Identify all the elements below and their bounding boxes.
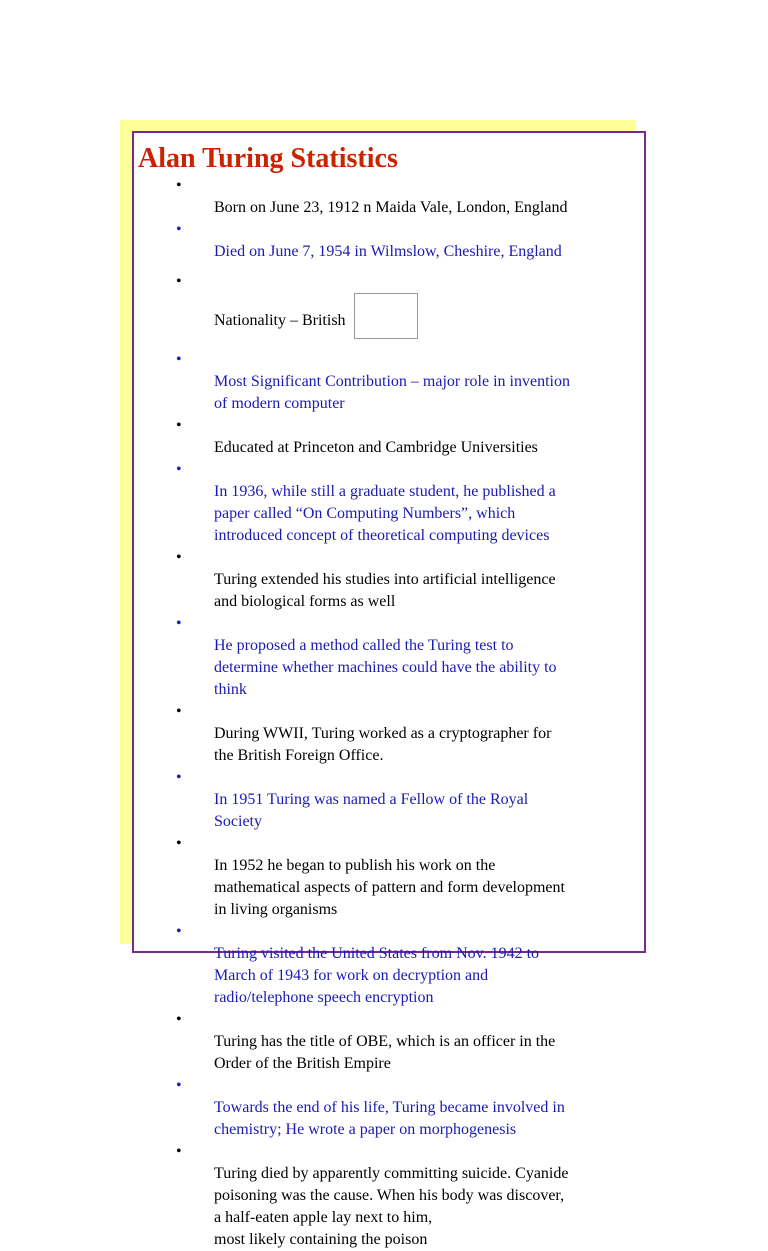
bullet-dot: •	[176, 1143, 182, 1160]
bullet-text: Born on June 23, 1912 n Maida Vale, London, England	[214, 199, 568, 216]
bullet-dot: •	[176, 273, 182, 290]
bullet-dot: •	[176, 221, 182, 238]
bullet-dot: •	[176, 461, 182, 478]
bullet-text: Died on June 7, 1954 in Wilmslow, Cheshire, England	[214, 243, 562, 260]
bullet-text: He proposed a method called the Turing test to determine whether machines could have the ability to think	[214, 637, 557, 698]
bullet-item	[134, 175, 644, 219]
bullet-item	[134, 1009, 644, 1075]
bullet-item	[134, 219, 644, 263]
bullet-item	[134, 921, 644, 1009]
bullet-item	[134, 547, 644, 613]
bullet-text: In 1936, while still a graduate student, he published a paper called “On Computing Numbers”, which introduced concept of theoretical computing devices	[214, 483, 556, 544]
bullet-dot: •	[176, 351, 182, 368]
bullet-dot: •	[176, 1011, 182, 1028]
bullet-item	[134, 271, 644, 339]
bullet-text: Turing extended his studies into artificial intelligence and biological forms as well	[214, 571, 556, 610]
bullet-text: Towards the end of his life, Turing became involved in chemistry; He wrote a paper on morphogenesis	[214, 1099, 565, 1138]
bullet-text: Turing died by apparently committing suicide. Cyanide poisoning was the cause. When his body was discover, a half-eaten apple lay next to him, most likely containing the poison	[214, 1165, 569, 1248]
bullet-text: Educated at Princeton and Cambridge Universities	[214, 439, 538, 456]
bullet-item	[134, 613, 644, 701]
bullet-item	[134, 1075, 644, 1141]
bullet-text: Most Significant Contribution – major role in invention of modern computer	[214, 373, 570, 412]
bullet-dot: •	[176, 703, 182, 720]
bullet-list	[134, 175, 644, 1251]
bullet-dot: •	[176, 923, 182, 940]
bullet-dot: •	[176, 417, 182, 434]
bullet-dot: •	[176, 615, 182, 632]
bullet-item	[134, 701, 644, 767]
bullet-dot: •	[176, 177, 182, 194]
bullet-item	[134, 349, 644, 415]
image-placeholder	[354, 293, 418, 339]
bullet-dot: •	[176, 1077, 182, 1094]
bullet-item	[134, 767, 644, 833]
bullet-item	[134, 459, 644, 547]
bullet-text: Turing visited the United States from Nov. 1942 to March of 1943 for work on decryption and radio/telephone speech encryption	[214, 945, 540, 1006]
bullet-text: Nationality – British	[214, 312, 346, 329]
slide-title: Alan Turing Statistics	[138, 143, 398, 174]
bullet-dot: •	[176, 769, 182, 786]
bullet-text: In 1952 he began to publish his work on the mathematical aspects of pattern and form development in living organisms	[214, 857, 565, 918]
bullet-item	[134, 833, 644, 921]
bullet-text: In 1951 Turing was named a Fellow of the Royal Society	[214, 791, 529, 830]
bullet-text: Turing has the title of OBE, which is an officer in the Order of the British Empire	[214, 1033, 556, 1072]
bullet-dot: •	[176, 549, 182, 566]
bullet-text: During WWII, Turing worked as a cryptographer for the British Foreign Office.	[214, 725, 552, 764]
bullet-item	[134, 1141, 644, 1251]
bullet-item	[134, 415, 644, 459]
slide-card	[132, 131, 646, 1248]
bullet-dot: •	[176, 835, 182, 852]
